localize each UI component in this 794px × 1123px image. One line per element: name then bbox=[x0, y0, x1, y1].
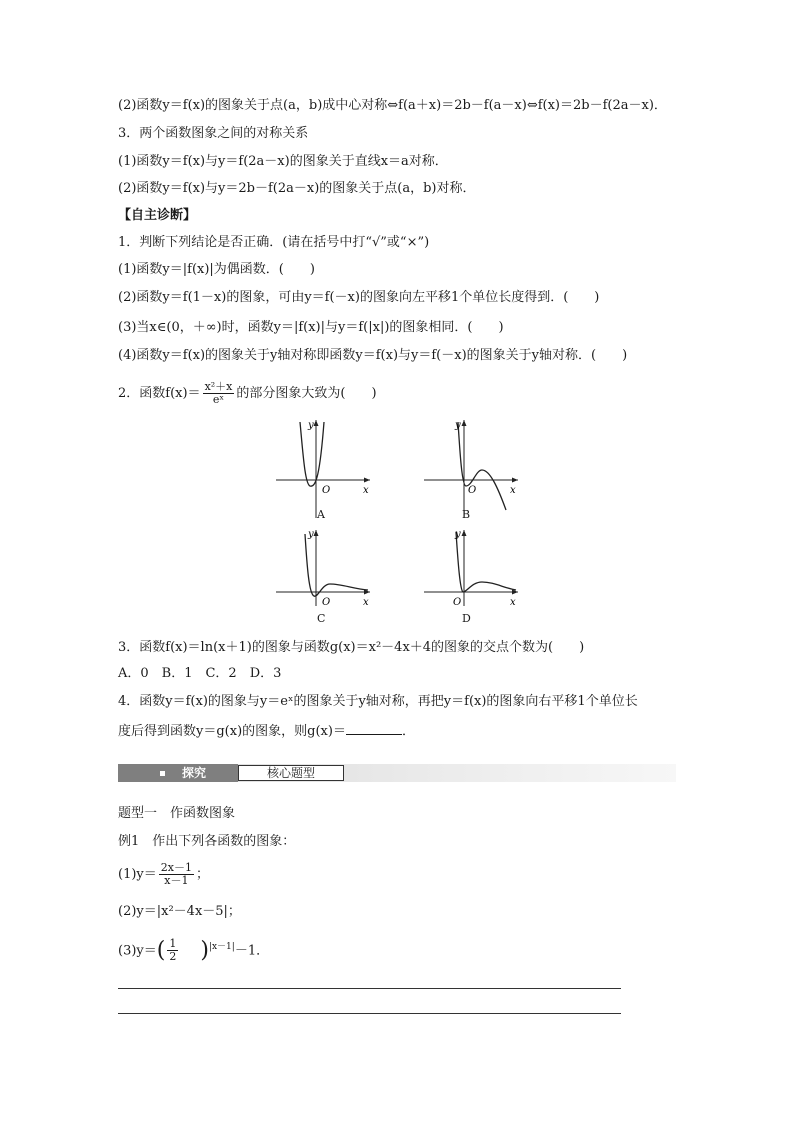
axis-x-label: x bbox=[363, 597, 369, 608]
answer-blank[interactable] bbox=[346, 722, 402, 735]
axis-y-label: y bbox=[308, 420, 314, 431]
graph-option-d bbox=[420, 526, 520, 616]
question-2-stem: 2．函数f(x)＝ $\frac{\text{x²＋x}}{\text{eˣ}}$ 的部分图象大致为( ) bbox=[118, 380, 377, 406]
axis-y-label: y bbox=[455, 420, 461, 431]
banner-dark-tab bbox=[118, 764, 238, 782]
question-3-options: A．0 B．1 C．2 D．3 bbox=[118, 666, 282, 681]
origin-label: O bbox=[468, 485, 477, 496]
section-self-diagnosis: 【自主诊断】 bbox=[118, 208, 197, 223]
caption-b: B bbox=[462, 508, 471, 521]
e3-fraction: $\frac{1}{2}$ bbox=[169, 937, 177, 964]
axis-y-label: y bbox=[455, 529, 461, 540]
graph-option-c bbox=[272, 526, 372, 616]
caption-a: A bbox=[317, 508, 325, 521]
type-one-heading: 题型一 作函数图象 bbox=[118, 806, 236, 821]
question-1-stem: 1．判断下列结论是否正确．(请在括号中打“√”或“×”) bbox=[118, 235, 430, 250]
question-1-item-4: (4)函数y＝f(x)的图象关于y轴对称即函数y＝f(x)与y＝f(－x)的图象关于y轴对称．( ) bbox=[118, 348, 628, 363]
caption-d: D bbox=[462, 612, 471, 625]
origin-label: O bbox=[453, 597, 462, 608]
caption-c: C bbox=[317, 612, 326, 625]
question-4-line-2: 度后得到函数y＝g(x)的图象，则g(x)＝ ． bbox=[118, 724, 415, 739]
answer-line-1[interactable] bbox=[118, 988, 621, 989]
example-1-item-2: (2)y＝|x²－4x－5|； bbox=[118, 904, 241, 919]
axis-x-label: x bbox=[363, 485, 369, 496]
line-symmetry-point: (2)函数y＝f(x)与y＝2b－f(2a－x)的图象关于点(a，b)对称． bbox=[118, 181, 476, 196]
question-1-item-3: (3)当x∈(0，＋∞)时，函数y＝|f(x)|与y＝f(|x|)的图象相同．( ) bbox=[118, 320, 504, 335]
question-1-item-2: (2)函数y＝f(1－x)的图象，可由y＝f(－x)的图象向左平移1个单位长度得到．( ) bbox=[118, 290, 600, 305]
banner-box-label: 核心题型 bbox=[238, 765, 344, 781]
section-banner bbox=[118, 764, 676, 782]
square-bullet-icon bbox=[160, 771, 165, 776]
origin-label: O bbox=[322, 597, 331, 608]
example-1-item-3: (3)y＝( $\frac{1}{2}$ )$^{|x-1|}$－1． bbox=[118, 937, 270, 964]
q2-fraction: $\frac{\text{x²＋x}}{\text{eˣ}}$ bbox=[204, 380, 233, 406]
question-3-stem: 3．函数f(x)＝ln(x＋1)的图象与函数g(x)＝x²－4x＋4的图象的交点个数为( ) bbox=[118, 640, 585, 655]
e1-fraction: $\frac{2x-1}{x-1}$ bbox=[160, 861, 192, 887]
line-two-functions-heading: 3．两个函数图象之间的对称关系 bbox=[118, 126, 309, 141]
question-1-item-1: (1)函数y＝|f(x)|为偶函数．( ) bbox=[118, 262, 315, 277]
axis-y-label: y bbox=[308, 529, 314, 540]
line-symmetry-line: (1)函数y＝f(x)与y＝f(2a－x)的图象关于直线x＝a对称． bbox=[118, 154, 448, 169]
banner-dark-label: 探究 bbox=[182, 766, 207, 780]
answer-line-2[interactable] bbox=[118, 1013, 621, 1014]
axis-x-label: x bbox=[510, 597, 516, 608]
question-4-line-1: 4．函数y＝f(x)的图象与y＝eˣ的图象关于y轴对称，再把y＝f(x)的图象向右平移1个单位长 bbox=[118, 694, 638, 709]
example-1-stem: 例1 作出下列各函数的图象： bbox=[118, 834, 296, 849]
origin-label: O bbox=[322, 485, 331, 496]
example-1-item-1: (1)y＝ $\frac{2x-1}{x-1}$ ； bbox=[118, 861, 209, 887]
line-symmetry-center: (2)函数y＝f(x)的图象关于点(a，b)成中心对称⇔f(a＋x)＝2b－f(a－x)⇔f(x)＝2b－f(2a－x)． bbox=[118, 98, 667, 113]
axis-x-label: x bbox=[510, 485, 516, 496]
